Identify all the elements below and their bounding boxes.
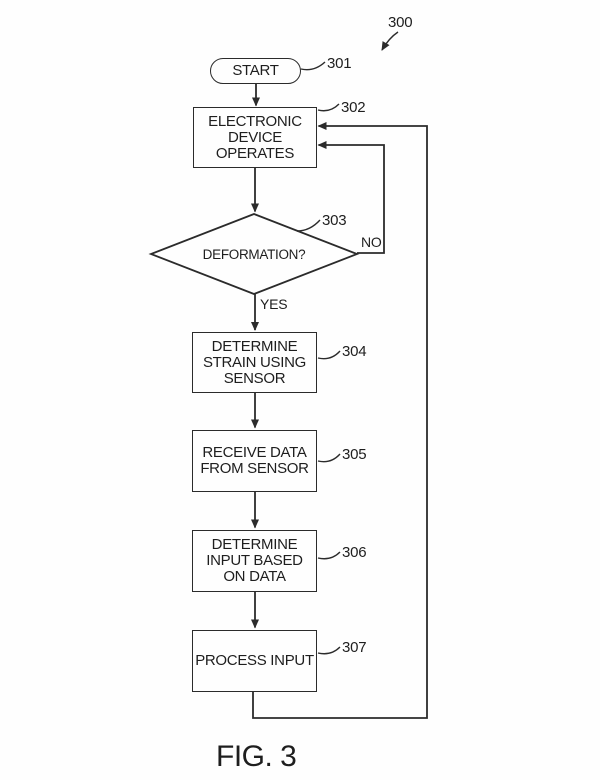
figure-ref-pointer-arrow bbox=[382, 32, 398, 50]
node-deformation-decision-label: DEFORMATION? bbox=[202, 247, 306, 262]
ref-label-302: 302 bbox=[341, 99, 366, 116]
ref-label-306: 306 bbox=[342, 544, 367, 561]
branch-label-yes: YES bbox=[260, 296, 288, 312]
ref-label-301: 301 bbox=[327, 55, 352, 72]
node-electronic-device-operates: ELECTRONIC DEVICE OPERATES bbox=[193, 107, 317, 168]
ref-label-303: 303 bbox=[322, 212, 347, 229]
leader-line-304 bbox=[318, 351, 340, 359]
ref-label-307: 307 bbox=[342, 639, 367, 656]
ref-label-305: 305 bbox=[342, 446, 367, 463]
ref-label-304: 304 bbox=[342, 343, 367, 360]
ref-label-300: 300 bbox=[388, 14, 413, 31]
leader-line-305 bbox=[318, 454, 340, 462]
node-determine-input: DETERMINE INPUT BASED ON DATA bbox=[192, 530, 317, 592]
node-start: START bbox=[210, 58, 301, 84]
leader-line-306 bbox=[318, 552, 340, 559]
leader-line-303 bbox=[297, 220, 320, 231]
leader-line-302 bbox=[318, 104, 339, 111]
figure-caption: FIG. 3 bbox=[216, 740, 297, 773]
node-determine-strain: DETERMINE STRAIN USING SENSOR bbox=[192, 332, 317, 393]
node-receive-data: RECEIVE DATA FROM SENSOR bbox=[192, 430, 317, 492]
node-process-input: PROCESS INPUT bbox=[192, 630, 317, 692]
branch-label-no: NO bbox=[361, 234, 382, 250]
leader-line-301 bbox=[301, 62, 325, 70]
leader-line-307 bbox=[318, 647, 340, 654]
